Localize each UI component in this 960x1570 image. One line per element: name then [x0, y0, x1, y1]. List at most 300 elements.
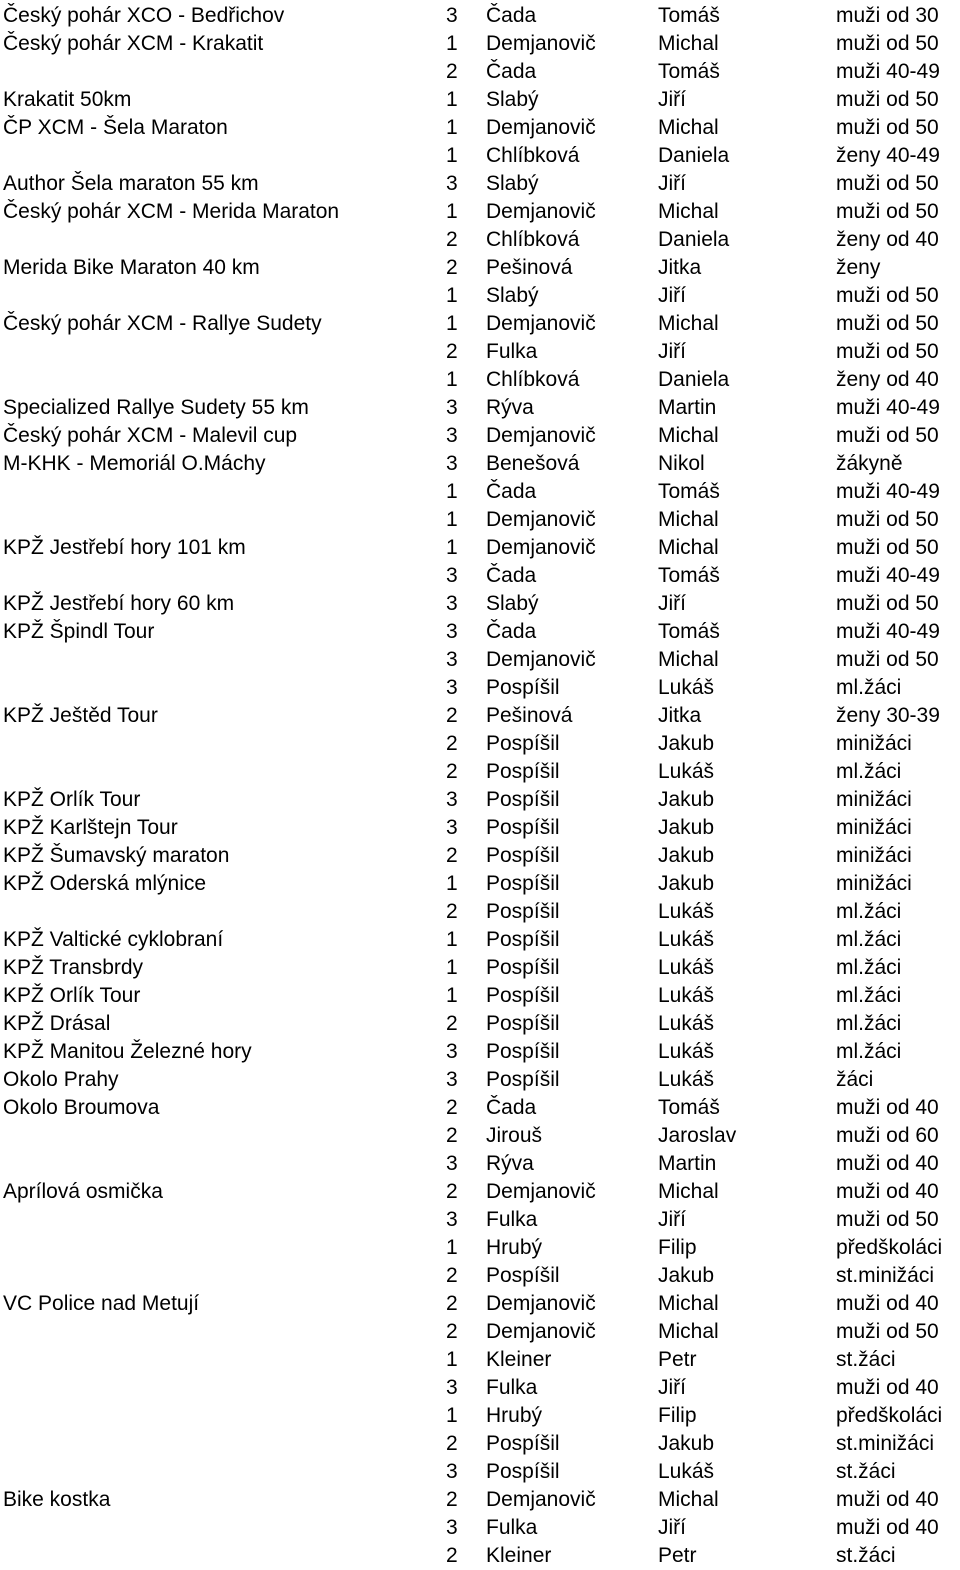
category: žáci	[836, 1068, 874, 1091]
first-name: Tomáš	[658, 480, 720, 503]
event-name: KPŽ Jestřebí hory 60 km	[3, 592, 235, 615]
place-number: 2	[446, 704, 458, 727]
first-name: Jiří	[658, 1516, 686, 1539]
first-name: Michal	[658, 1292, 719, 1315]
place-number: 1	[446, 508, 458, 531]
first-name: Tomáš	[658, 4, 720, 27]
place-number: 3	[446, 4, 458, 27]
result-row	[0, 1066, 960, 1094]
surname: Chlíbková	[486, 368, 580, 391]
result-row	[0, 2, 960, 30]
event-name: KPŽ Transbrdy	[3, 956, 144, 979]
first-name: Jiří	[658, 1376, 686, 1399]
place-number: 2	[446, 1264, 458, 1287]
surname: Pospíšil	[486, 1040, 560, 1063]
place-number: 1	[446, 928, 458, 951]
first-name: Jiří	[658, 172, 686, 195]
first-name: Michal	[658, 1320, 719, 1343]
first-name: Jitka	[658, 704, 702, 727]
first-name: Jiří	[658, 1208, 686, 1231]
result-row	[0, 1486, 960, 1514]
result-row	[0, 1262, 960, 1290]
first-name: Lukáš	[658, 676, 715, 699]
result-row	[0, 1542, 960, 1570]
result-row	[0, 450, 960, 478]
first-name: Tomáš	[658, 60, 720, 83]
result-row	[0, 1374, 960, 1402]
event-name: Český pohár XCM - Merida Maraton	[3, 200, 340, 223]
surname: Hrubý	[486, 1236, 543, 1259]
result-row	[0, 30, 960, 58]
result-row	[0, 926, 960, 954]
result-row	[0, 1010, 960, 1038]
event-name: Aprílová osmička	[3, 1180, 163, 1203]
place-number: 1	[446, 368, 458, 391]
first-name: Lukáš	[658, 984, 715, 1007]
place-number: 3	[446, 1040, 458, 1063]
surname: Demjanovič	[486, 1320, 596, 1343]
event-name: KPŽ Orlík Tour	[3, 984, 141, 1007]
place-number: 3	[446, 452, 458, 475]
result-row	[0, 1122, 960, 1150]
category: muži 40-49	[836, 396, 940, 419]
category: ml.žáci	[836, 900, 902, 923]
place-number: 1	[446, 200, 458, 223]
first-name: Jakub	[658, 872, 715, 895]
result-row	[0, 562, 960, 590]
place-number: 1	[446, 1404, 458, 1427]
category: ml.žáci	[836, 1040, 902, 1063]
result-row	[0, 478, 960, 506]
place-number: 3	[446, 424, 458, 447]
surname: Slabý	[486, 88, 539, 111]
result-row	[0, 282, 960, 310]
place-number: 2	[446, 1096, 458, 1119]
result-row	[0, 86, 960, 114]
event-name: Bike kostka	[3, 1488, 111, 1511]
surname: Demjanovič	[486, 424, 596, 447]
category: muži od 40	[836, 1376, 939, 1399]
category: ml.žáci	[836, 1012, 902, 1035]
event-name: Český pohár XCM - Malevil cup	[3, 424, 298, 447]
first-name: Jakub	[658, 788, 715, 811]
result-row	[0, 870, 960, 898]
category: předškoláci	[836, 1236, 943, 1259]
first-name: Martin	[658, 1152, 717, 1175]
first-name: Tomáš	[658, 564, 720, 587]
place-number: 1	[446, 32, 458, 55]
place-number: 3	[446, 1516, 458, 1539]
result-row	[0, 142, 960, 170]
result-row	[0, 758, 960, 786]
results-table	[0, 2, 960, 1570]
place-number: 2	[446, 1544, 458, 1567]
first-name: Lukáš	[658, 1068, 715, 1091]
first-name: Michal	[658, 312, 719, 335]
surname: Kleiner	[486, 1544, 552, 1567]
result-row	[0, 394, 960, 422]
category: muži od 50	[836, 88, 939, 111]
category: muži od 50	[836, 340, 939, 363]
first-name: Jiří	[658, 284, 686, 307]
place-number: 3	[446, 172, 458, 195]
surname: Demjanovič	[486, 1488, 596, 1511]
category: ženy od 40	[836, 228, 939, 251]
first-name: Michal	[658, 536, 719, 559]
place-number: 1	[446, 88, 458, 111]
surname: Pospíšil	[486, 732, 560, 755]
event-name: KPŽ Manitou Železné hory	[3, 1040, 252, 1063]
result-row	[0, 954, 960, 982]
event-name: KPŽ Drásal	[3, 1012, 111, 1035]
place-number: 3	[446, 1068, 458, 1091]
result-row	[0, 786, 960, 814]
surname: Čada	[486, 4, 537, 27]
surname: Jirouš	[486, 1124, 543, 1147]
first-name: Nikol	[658, 452, 705, 475]
result-row	[0, 1290, 960, 1318]
surname: Demjanovič	[486, 1292, 596, 1315]
category: st.žáci	[836, 1460, 896, 1483]
result-row	[0, 534, 960, 562]
surname: Demjanovič	[486, 1180, 596, 1203]
event-name: Český pohár XCM - Rallye Sudety	[3, 312, 322, 335]
result-row	[0, 58, 960, 86]
result-row	[0, 702, 960, 730]
event-name: Krakatit 50km	[3, 88, 132, 111]
first-name: Lukáš	[658, 1012, 715, 1035]
event-name: M-KHK - Memoriál O.Máchy	[3, 452, 266, 475]
place-number: 3	[446, 816, 458, 839]
category: muži 40-49	[836, 564, 940, 587]
first-name: Tomáš	[658, 1096, 720, 1119]
surname: Pospíšil	[486, 760, 560, 783]
event-name: KPŽ Karlštejn Tour	[3, 816, 178, 839]
first-name: Daniela	[658, 144, 730, 167]
category: muži od 50	[836, 536, 939, 559]
surname: Pešinová	[486, 256, 573, 279]
first-name: Jiří	[658, 88, 686, 111]
surname: Chlíbková	[486, 228, 580, 251]
place-number: 3	[446, 592, 458, 615]
result-row	[0, 338, 960, 366]
place-number: 2	[446, 1320, 458, 1343]
place-number: 1	[446, 312, 458, 335]
place-number: 2	[446, 256, 458, 279]
place-number: 3	[446, 1152, 458, 1175]
category: minižáci	[836, 844, 912, 867]
first-name: Michal	[658, 32, 719, 55]
result-row	[0, 618, 960, 646]
result-row	[0, 422, 960, 450]
place-number: 1	[446, 144, 458, 167]
place-number: 1	[446, 984, 458, 1007]
category: st.žáci	[836, 1544, 896, 1567]
place-number: 2	[446, 1292, 458, 1315]
category: ženy	[836, 256, 881, 279]
place-number: 3	[446, 788, 458, 811]
first-name: Tomáš	[658, 620, 720, 643]
result-row	[0, 1430, 960, 1458]
surname: Rýva	[486, 396, 534, 419]
first-name: Jakub	[658, 844, 715, 867]
surname: Kleiner	[486, 1348, 552, 1371]
place-number: 1	[446, 116, 458, 139]
result-row	[0, 898, 960, 926]
event-name: KPŽ Jestřebí hory 101 km	[3, 536, 246, 559]
place-number: 2	[446, 1124, 458, 1147]
category: muži od 50	[836, 116, 939, 139]
category: muži od 40	[836, 1180, 939, 1203]
place-number: 2	[446, 228, 458, 251]
result-row	[0, 590, 960, 618]
surname: Čada	[486, 620, 537, 643]
surname: Pospíšil	[486, 844, 560, 867]
place-number: 3	[446, 676, 458, 699]
category: ženy 30-39	[836, 704, 940, 727]
category: muži od 40	[836, 1488, 939, 1511]
surname: Pospíšil	[486, 900, 560, 923]
surname: Demjanovič	[486, 648, 596, 671]
category: žákyně	[836, 452, 903, 475]
category: muži od 50	[836, 312, 939, 335]
event-name: Český pohár XCO - Bedřichov	[3, 4, 285, 27]
first-name: Jakub	[658, 816, 715, 839]
result-row	[0, 1150, 960, 1178]
category: st.žáci	[836, 1348, 896, 1371]
surname: Pospíšil	[486, 1432, 560, 1455]
place-number: 2	[446, 1012, 458, 1035]
category: ml.žáci	[836, 956, 902, 979]
category: ml.žáci	[836, 928, 902, 951]
category: ženy od 40	[836, 368, 939, 391]
surname: Chlíbková	[486, 144, 580, 167]
surname: Pešinová	[486, 704, 573, 727]
first-name: Daniela	[658, 228, 730, 251]
category: muži 40-49	[836, 620, 940, 643]
surname: Pospíšil	[486, 1264, 560, 1287]
category: muži od 30	[836, 4, 939, 27]
event-name: Merida Bike Maraton 40 km	[3, 256, 260, 279]
category: ml.žáci	[836, 760, 902, 783]
place-number: 2	[446, 900, 458, 923]
event-name: KPŽ Orlík Tour	[3, 788, 141, 811]
surname: Slabý	[486, 172, 539, 195]
place-number: 2	[446, 340, 458, 363]
first-name: Lukáš	[658, 1460, 715, 1483]
first-name: Michal	[658, 1180, 719, 1203]
place-number: 1	[446, 536, 458, 559]
surname: Hrubý	[486, 1404, 543, 1427]
place-number: 2	[446, 732, 458, 755]
place-number: 2	[446, 60, 458, 83]
place-number: 1	[446, 480, 458, 503]
result-row	[0, 1346, 960, 1374]
result-row	[0, 814, 960, 842]
place-number: 3	[446, 396, 458, 419]
category: minižáci	[836, 732, 912, 755]
category: muži od 50	[836, 424, 939, 447]
result-row	[0, 1514, 960, 1542]
surname: Pospíšil	[486, 816, 560, 839]
result-row	[0, 226, 960, 254]
result-row	[0, 1402, 960, 1430]
surname: Benešová	[486, 452, 580, 475]
place-number: 2	[446, 1432, 458, 1455]
place-number: 1	[446, 284, 458, 307]
event-name: VC Police nad Metují	[3, 1292, 200, 1315]
first-name: Jiří	[658, 340, 686, 363]
result-row	[0, 254, 960, 282]
result-row	[0, 198, 960, 226]
place-number: 1	[446, 1236, 458, 1259]
surname: Fulka	[486, 340, 538, 363]
category: st.minižáci	[836, 1432, 935, 1455]
surname: Pospíšil	[486, 1460, 560, 1483]
category: muži od 50	[836, 1208, 939, 1231]
category: muži od 50	[836, 648, 939, 671]
place-number: 3	[446, 1376, 458, 1399]
surname: Rýva	[486, 1152, 534, 1175]
surname: Pospíšil	[486, 1012, 560, 1035]
event-name: KPŽ Šumavský maraton	[3, 844, 230, 867]
result-row	[0, 1094, 960, 1122]
place-number: 2	[446, 1180, 458, 1203]
category: minižáci	[836, 872, 912, 895]
first-name: Filip	[658, 1236, 697, 1259]
place-number: 3	[446, 620, 458, 643]
first-name: Lukáš	[658, 956, 715, 979]
first-name: Martin	[658, 396, 717, 419]
category: muži od 40	[836, 1152, 939, 1175]
first-name: Michal	[658, 508, 719, 531]
result-row	[0, 170, 960, 198]
surname: Pospíšil	[486, 872, 560, 895]
first-name: Jakub	[658, 1264, 715, 1287]
category: muži od 40	[836, 1096, 939, 1119]
result-row	[0, 1234, 960, 1262]
category: ženy 40-49	[836, 144, 940, 167]
surname: Demjanovič	[486, 32, 596, 55]
first-name: Lukáš	[658, 900, 715, 923]
surname: Pospíšil	[486, 676, 560, 699]
first-name: Daniela	[658, 368, 730, 391]
category: minižáci	[836, 816, 912, 839]
surname: Demjanovič	[486, 116, 596, 139]
result-row	[0, 1038, 960, 1066]
surname: Čada	[486, 60, 537, 83]
place-number: 3	[446, 1208, 458, 1231]
first-name: Michal	[658, 200, 719, 223]
category: muži od 50	[836, 284, 939, 307]
event-name: Okolo Prahy	[3, 1068, 119, 1091]
category: ml.žáci	[836, 676, 902, 699]
place-number: 2	[446, 760, 458, 783]
result-row	[0, 366, 960, 394]
first-name: Michal	[658, 1488, 719, 1511]
category: muži od 40	[836, 1516, 939, 1539]
category: minižáci	[836, 788, 912, 811]
result-row	[0, 1178, 960, 1206]
first-name: Jakub	[658, 732, 715, 755]
place-number: 3	[446, 648, 458, 671]
first-name: Michal	[658, 424, 719, 447]
surname: Demjanovič	[486, 312, 596, 335]
place-number: 2	[446, 1488, 458, 1511]
first-name: Petr	[658, 1544, 697, 1567]
surname: Čada	[486, 1096, 537, 1119]
category: ml.žáci	[836, 984, 902, 1007]
first-name: Jitka	[658, 256, 702, 279]
surname: Fulka	[486, 1208, 538, 1231]
category: muži 40-49	[836, 480, 940, 503]
event-name: Specialized Rallye Sudety 55 km	[3, 396, 309, 419]
surname: Demjanovič	[486, 536, 596, 559]
surname: Demjanovič	[486, 200, 596, 223]
event-name: KPŽ Ještěd Tour	[3, 704, 158, 727]
category: muži od 50	[836, 508, 939, 531]
category: muži od 50	[836, 172, 939, 195]
result-row	[0, 506, 960, 534]
surname: Pospíšil	[486, 788, 560, 811]
category: muži od 50	[836, 200, 939, 223]
result-row	[0, 1318, 960, 1346]
result-row	[0, 982, 960, 1010]
place-number: 3	[446, 1460, 458, 1483]
surname: Čada	[486, 564, 537, 587]
category: st.minižáci	[836, 1264, 935, 1287]
surname: Fulka	[486, 1516, 538, 1539]
event-name: KPŽ Oderská mlýnice	[3, 872, 207, 895]
first-name: Michal	[658, 648, 719, 671]
result-row	[0, 646, 960, 674]
first-name: Petr	[658, 1348, 697, 1371]
place-number: 2	[446, 844, 458, 867]
event-name: KPŽ Valtické cyklobraní	[3, 928, 224, 951]
event-name: KPŽ Špindl Tour	[3, 620, 155, 643]
event-name: Author Šela maraton 55 km	[3, 172, 259, 195]
event-name: Okolo Broumova	[3, 1096, 160, 1119]
first-name: Jakub	[658, 1432, 715, 1455]
category: muži od 60	[836, 1124, 939, 1147]
place-number: 1	[446, 956, 458, 979]
surname: Fulka	[486, 1376, 538, 1399]
event-name: Český pohár XCM - Krakatit	[3, 32, 264, 55]
place-number: 3	[446, 564, 458, 587]
first-name: Michal	[658, 116, 719, 139]
surname: Slabý	[486, 592, 539, 615]
first-name: Lukáš	[658, 928, 715, 951]
surname: Pospíšil	[486, 984, 560, 1007]
result-row	[0, 730, 960, 758]
surname: Pospíšil	[486, 928, 560, 951]
result-row	[0, 114, 960, 142]
first-name: Filip	[658, 1404, 697, 1427]
category: muži od 50	[836, 592, 939, 615]
place-number: 1	[446, 872, 458, 895]
category: muži od 50	[836, 1320, 939, 1343]
category: muži od 40	[836, 1292, 939, 1315]
place-number: 1	[446, 1348, 458, 1371]
surname: Čada	[486, 480, 537, 503]
result-row	[0, 842, 960, 870]
result-row	[0, 674, 960, 702]
result-row	[0, 1206, 960, 1234]
first-name: Lukáš	[658, 1040, 715, 1063]
category: muži od 50	[836, 32, 939, 55]
first-name: Jaroslav	[658, 1124, 737, 1147]
result-row	[0, 310, 960, 338]
